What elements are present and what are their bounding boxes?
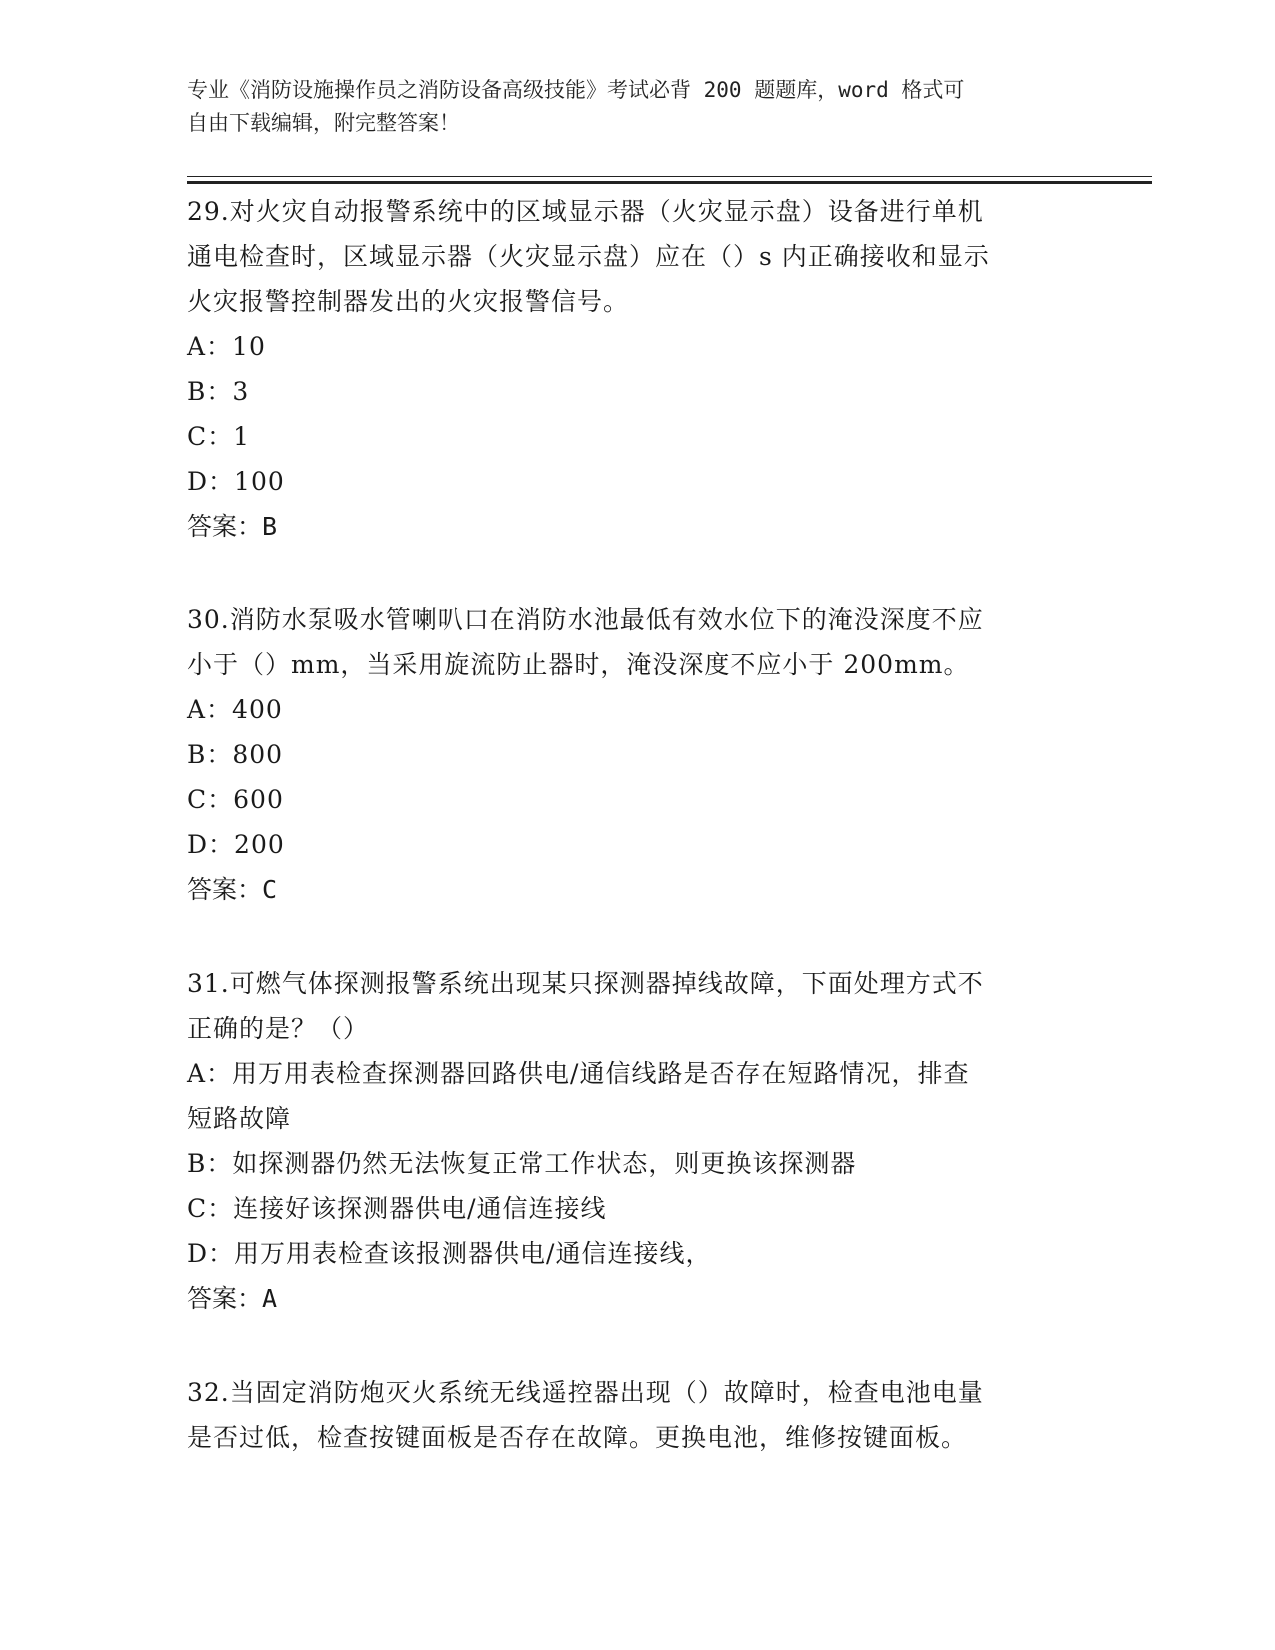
question-stem-line: 火灾报警控制器发出的火灾报警信号。 (187, 287, 630, 316)
option-b: B：800 (187, 740, 284, 769)
question-stem-line: 通电检查时，区域显示器（火灾显示盘）应在（）s 内正确接收和显示 (187, 242, 990, 271)
question-stem-line: 31.可燃气体探测报警系统出现某只探测器掉线故障，下面处理方式不 (187, 969, 984, 998)
option-b: B：3 (187, 377, 250, 406)
question-stem-line: 小于（）mm，当采用旋流防止器时，淹没深度不应小于 200mm。 (187, 650, 970, 679)
question-stem-line: 正确的是？（） (187, 1014, 370, 1043)
question-stem-line: 29.对火灾自动报警系统中的区域显示器（火灾显示盘）设备进行单机 (187, 197, 984, 226)
option-d: D：200 (187, 830, 285, 859)
option-c: C：1 (187, 422, 251, 451)
header-line-1: 专业《消防设施操作员之消防设备高级技能》考试必背 200 题题库，word 格式可 (187, 78, 965, 102)
question-32 (187, 1370, 1087, 1460)
option-c: C：600 (187, 785, 284, 814)
answer-line: 答案：B (187, 512, 278, 541)
question-stem-line: 是否过低，检查按键面板是否存在故障。更换电池，维修按键面板。 (187, 1423, 968, 1452)
question-stem-line: 30.消防水泵吸水管喇叭口在消防水池最低有效水位下的淹没深度不应 (187, 605, 984, 634)
header-line-2: 自由下载编辑，附完整答案！ (187, 111, 460, 135)
answer-line: 答案：A (187, 1284, 278, 1313)
option-d: D：100 (187, 467, 285, 496)
question-30 (187, 597, 1087, 912)
option-a: A：400 (187, 695, 283, 724)
option-d: D：用万用表检查该报测器供电/通信连接线， (187, 1239, 712, 1268)
question-31 (187, 961, 1087, 1321)
option-a-continued: 短路故障 (187, 1104, 292, 1133)
option-a: A：10 (187, 332, 266, 361)
option-a: A：用万用表检查探测器回路供电/通信线路是否存在短路情况，排查 (187, 1059, 970, 1088)
question-29 (187, 189, 1087, 549)
document-header (187, 74, 1067, 140)
option-c: C：连接好该探测器供电/通信连接线 (187, 1194, 607, 1223)
answer-line: 答案：C (187, 875, 278, 904)
question-stem-line: 32.当固定消防炮灭火系统无线遥控器出现（）故障时，检查电池电量 (187, 1378, 984, 1407)
option-b: B：如探测器仍然无法恢复正常工作状态，则更换该探测器 (187, 1149, 857, 1178)
header-rule-thin (187, 176, 1152, 177)
header-rule-thick (187, 181, 1152, 184)
